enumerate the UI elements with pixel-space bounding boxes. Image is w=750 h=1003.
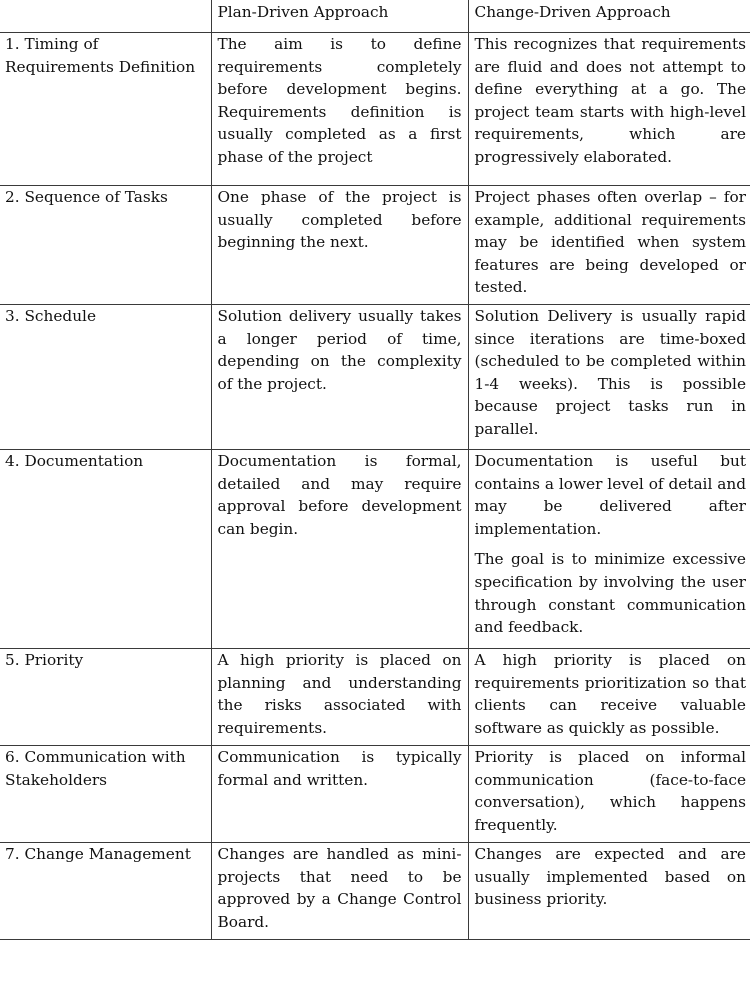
table-row <box>0 186 750 305</box>
cell-paragraph: One phase of the project is usually completed before beginning the next. <box>217 188 462 252</box>
row-criterion: 5. Priority <box>0 649 211 746</box>
table-row <box>0 843 750 940</box>
cell-paragraph: A high priority is placed on planning and understanding the risks associated with requirements. <box>217 651 462 737</box>
change-driven-cell <box>468 746 750 843</box>
header-criterion <box>0 0 211 33</box>
cell-paragraph: Project phases often overlap – for example, additional requirements may be identified when system features are being developed or tested. <box>474 188 746 297</box>
plan-driven-cell <box>211 649 468 746</box>
cell-paragraph: Priority is placed on informal communication (face-to-face conversation), which happens frequently. <box>474 748 746 834</box>
cell-paragraph: The goal is to minimize excessive specification by involving the user through constant communication and feedback. <box>474 550 746 637</box>
cell-paragraph: Solution Delivery is usually rapid since iterations are time-boxed (scheduled to be completed within 1-4 weeks). This is possible because project tasks run in parallel. <box>474 307 746 438</box>
table-row <box>0 33 750 186</box>
cell-paragraph: This recognizes that requirements are fluid and does not attempt to define everything at a go. The project team starts with high-level requirements, which are progressively elaborated. <box>474 35 746 166</box>
table-row <box>0 746 750 843</box>
cell-paragraph: The aim is to define requirements completely before development begins. Requirements definition is usually completed as a first phase of the project <box>217 35 462 166</box>
change-driven-cell <box>468 305 750 450</box>
plan-driven-cell <box>211 305 468 450</box>
plan-driven-cell <box>211 746 468 843</box>
plan-driven-cell <box>211 843 468 940</box>
row-criterion: 1. Timing of Requirements Definition <box>0 33 211 186</box>
change-driven-cell <box>468 186 750 305</box>
cell-paragraph: Changes are handled as mini-projects that need to be approved by a Change Control Board. <box>217 845 462 931</box>
change-driven-cell <box>468 843 750 940</box>
cell-paragraph: Documentation is formal, detailed and may require approval before development can begin. <box>217 452 462 538</box>
change-driven-cell <box>468 450 750 649</box>
cell-paragraph: A high priority is placed on requirements prioritization so that clients can receive valuable software as quickly as possible. <box>474 651 746 737</box>
change-driven-cell <box>468 33 750 186</box>
table-row <box>0 305 750 450</box>
plan-driven-cell <box>211 186 468 305</box>
row-criterion: 7. Change Management <box>0 843 211 940</box>
cell-paragraph: Changes are expected and are usually implemented based on business priority. <box>474 845 746 909</box>
header-change-driven: Change-Driven Approach <box>468 0 750 33</box>
cell-paragraph: Communication is typically formal and written. <box>217 748 462 789</box>
row-criterion: 2. Sequence of Tasks <box>0 186 211 305</box>
table-row <box>0 450 750 649</box>
row-criterion: 4. Documentation <box>0 450 211 649</box>
change-driven-cell <box>468 649 750 746</box>
row-criterion: 3. Schedule <box>0 305 211 450</box>
header-row <box>0 0 750 33</box>
cell-paragraph: Documentation is useful but contains a lower level of detail and may be delivered after implementation. <box>474 452 746 538</box>
table-row <box>0 649 750 746</box>
plan-driven-cell <box>211 450 468 649</box>
header-plan-driven: Plan-Driven Approach <box>211 0 468 33</box>
cell-paragraph: Solution delivery usually takes a longer period of time, depending on the complexity of the project. <box>217 307 462 393</box>
plan-driven-cell <box>211 33 468 186</box>
row-criterion: 6. Communication with Stakeholders <box>0 746 211 843</box>
